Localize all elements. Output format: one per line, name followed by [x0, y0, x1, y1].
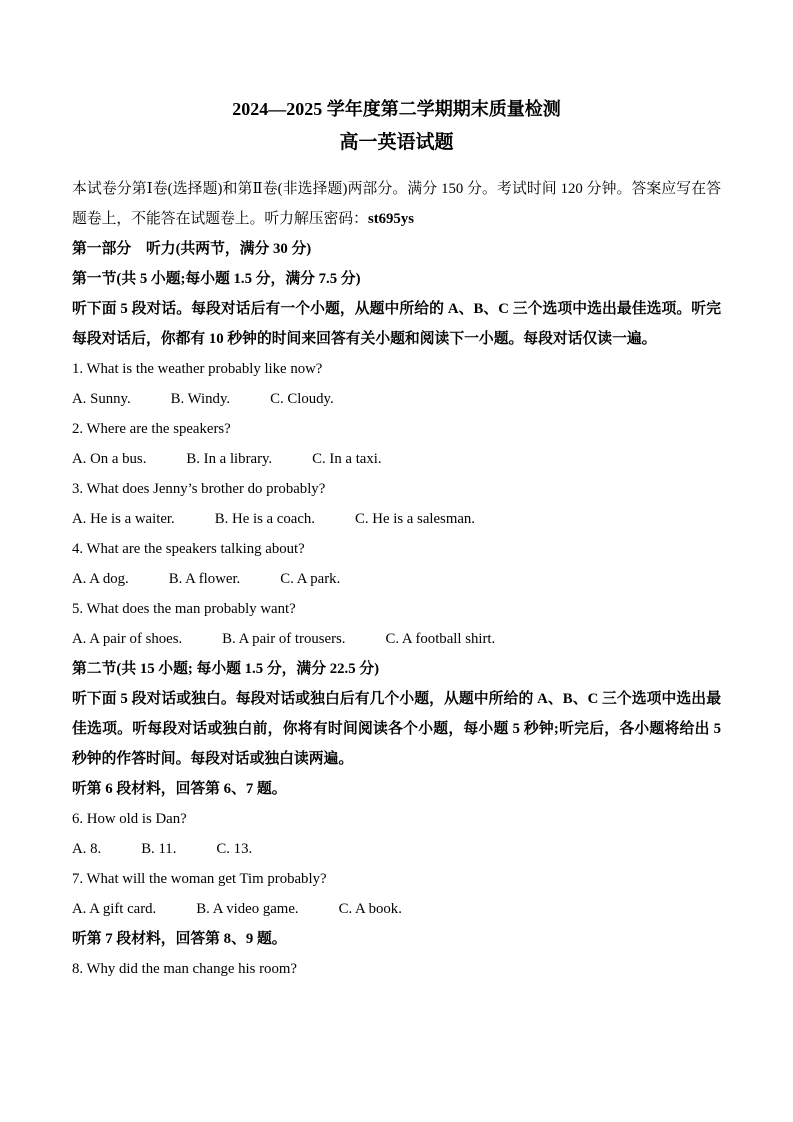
answer-option: A. Sunny.: [72, 391, 131, 407]
section-heading: 第一部分 听力(共两节，满分 30 分): [72, 241, 312, 257]
answer-option: A. On a bus.: [72, 451, 147, 467]
text-segment: 本试卷分第Ⅰ卷(选择题)和第Ⅱ卷(非选择题)两部分。满分 150 分。考试时间 120 分钟。答案应写在答题卷上，不能答在试题卷上。听力解压密码：: [72, 181, 721, 227]
question-line: 4. What are the speakers talking about?: [72, 541, 305, 557]
answer-option: C. A park.: [280, 571, 341, 587]
options-line: [72, 504, 721, 534]
question-line: 1. What is the weather probably like now?: [72, 361, 323, 377]
question-line: 7. What will the woman get Tim probably?: [72, 871, 327, 887]
question-line: 2. Where are the speakers?: [72, 421, 231, 437]
answer-option: C. Cloudy.: [270, 391, 334, 407]
options-line: [72, 564, 721, 594]
answer-option: A. He is a waiter.: [72, 511, 175, 527]
subsection-heading: 第二节(共 15 小题; 每小题 1.5 分，满分 22.5 分): [72, 661, 380, 677]
question-line: 8. Why did the man change his room?: [72, 961, 297, 977]
listening-password: st695ys: [367, 211, 414, 227]
material-heading: 听第 6 段材料，回答第 6、7 题。: [72, 781, 287, 797]
question-line: 5. What does the man probably want?: [72, 601, 296, 617]
answer-option: C. A book.: [338, 901, 402, 917]
answer-option: A. A gift card.: [72, 901, 157, 917]
question-line: 6. How old is Dan?: [72, 811, 187, 827]
answer-option: A. A dog.: [72, 571, 129, 587]
answer-option: C. In a taxi.: [312, 451, 382, 467]
page-subtitle: 高一英语试题: [339, 132, 454, 153]
subsection-heading: 第一节(共 5 小题;每小题 1.5 分，满分 7.5 分): [72, 271, 361, 287]
options-line: [72, 894, 721, 924]
options-line: [72, 444, 721, 474]
answer-option: B. A flower.: [168, 571, 241, 587]
options-line: [72, 384, 721, 414]
intro-paragraph: [72, 174, 721, 234]
question-line: 3. What does Jenny’s brother do probably?: [72, 481, 326, 497]
options-line: [72, 834, 721, 864]
document-body: [72, 174, 721, 984]
answer-option: B. Windy.: [170, 391, 231, 407]
material-heading: 听第 7 段材料，回答第 8、9 题。: [72, 931, 287, 947]
answer-option: B. A pair of trousers.: [222, 631, 346, 647]
instruction-paragraph: 听下面 5 段对话。每段对话后有一个小题，从题中所给的 A、B、C 三个选项中选出最佳选项。听完每段对话后，你都有 10 秒钟的时间来回答有关小题和阅读下一小题。每段对话仅读一遍。: [72, 301, 721, 347]
answer-option: A. 8.: [72, 841, 102, 857]
answer-option: C. A football shirt.: [385, 631, 496, 647]
answer-option: B. A video game.: [196, 901, 299, 917]
answer-option: B. He is a coach.: [214, 511, 315, 527]
answer-option: C. He is a salesman.: [355, 511, 475, 527]
answer-option: C. 13.: [216, 841, 253, 857]
page-title: 2024—2025 学年度第二学期期末质量检测: [232, 99, 561, 119]
answer-option: B. In a library.: [186, 451, 273, 467]
instruction-paragraph: 听下面 5 段对话或独白。每段对话或独白后有几个小题，从题中所给的 A、B、C 三个选项中选出最佳选项。听每段对话或独白前，你将有时间阅读各个小题，每小题 5 秒钟;听完后，各小题将给出 5 秒钟的作答时间。每段对话或独白读两遍。: [72, 691, 721, 767]
answer-option: A. A pair of shoes.: [72, 631, 183, 647]
options-line: [72, 624, 721, 654]
answer-option: B. 11.: [141, 841, 177, 857]
